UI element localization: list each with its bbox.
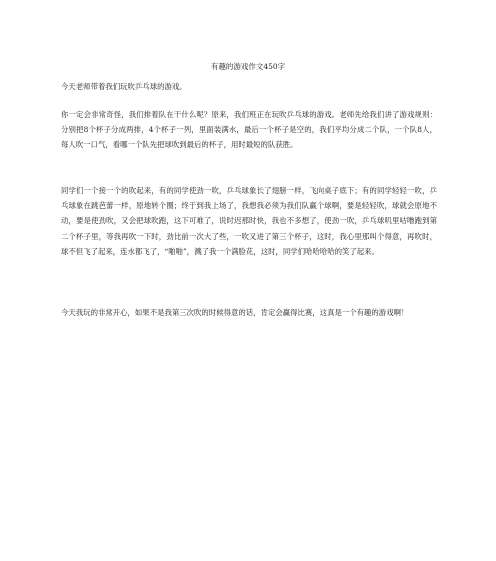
document-title: 有趣的游戏作文450字	[210, 62, 286, 71]
paragraph-conclusion: 今天我玩的非常开心，如果不是我第三次吹的时候得意的话，肯定会赢得比赛，这真是一个有趣的游戏啊！	[61, 308, 409, 317]
paragraph-intro: 今天老师带着我们玩吹乒乓球的游戏。	[61, 82, 187, 91]
paragraph-rules: 你一定会非常奇怪，我们排着队在干什么呢？原来，我们班正在玩吹乒乓球的游戏。老师先给我们讲了游戏规则：分别把8个杯子分成两排，4个杯子一列，里面装满水，最后一个杯子是空的，我们平均分成二个队，一个队8人，每人吹一口气，看哪一个队先把球吹到最后的杯子，用时最短的队获胜。	[61, 110, 437, 150]
paragraph-game: 同学们一个接一个的吹起来，有的同学使劲一吹，乒乓球象长了翅膀一样，飞向桌子底下；有的同学轻轻一吹，乒乓球象在跳芭蕾一样，原地转个圈；终于到我上场了，我想我必须为我们队赢个球啊，要是轻轻吹，球就会原地不动，要是使劲吹，又会把球吹跑，这下可难了，说时迟那时快，我也不多想了，使劲一吹，乒乓球叽里咕噜跑到第二个杯子里，等我再吹一下时，劲比前一次大了些，一吹又进了第三个杯子，这时，我心里那叫个得意，再吹时，球不但飞了起来，连水都飞了，“啪啪”，溅了我一个满脸花，这时，同学们哈哈哈哈的笑了起来。	[61, 186, 437, 256]
